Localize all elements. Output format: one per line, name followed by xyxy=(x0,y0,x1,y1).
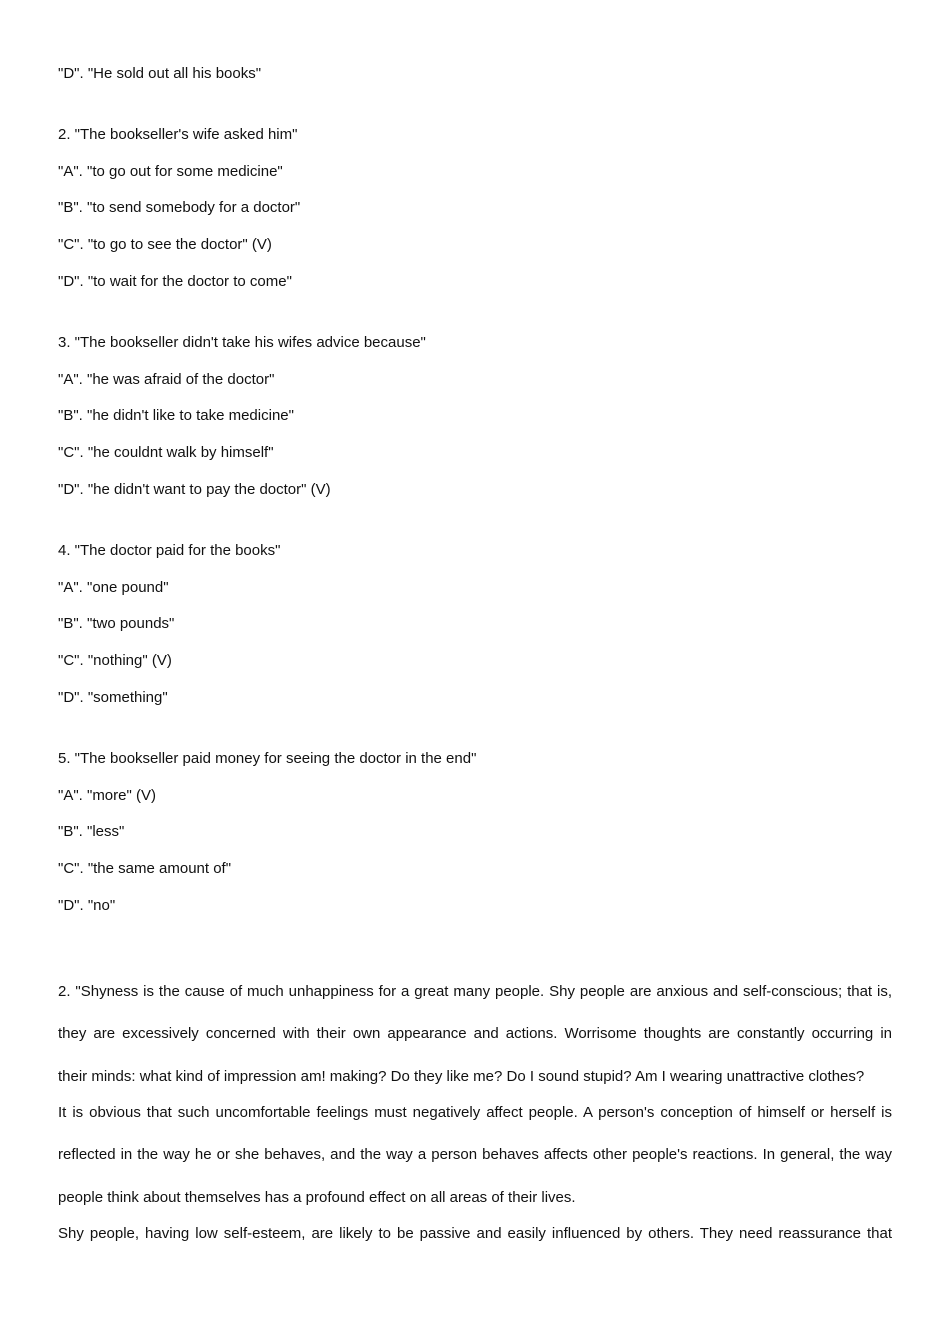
passage-line: It is obvious that such uncomfortable feelings must negatively affect people. A person's conception of himself or herself is xyxy=(58,1104,892,1121)
q3-option-c: "C". "he couldnt walk by himself" xyxy=(58,444,274,461)
passage-line: their minds: what kind of impression am! making? Do they like me? Do I sound stupid? Am I wearing unattractive clothes? xyxy=(58,1068,865,1085)
q3-option-a: "A". "he was afraid of the doctor" xyxy=(58,371,275,388)
q2-option-b: "B". "to send somebody for a doctor" xyxy=(58,199,301,216)
q4-option-d: "D". "something" xyxy=(58,689,168,706)
passage-line: Shy people, having low self-esteem, are likely to be passive and easily influenced by others. They need reassurance that xyxy=(58,1225,892,1242)
passage-line: people think about themselves has a profound effect on all areas of their lives. xyxy=(58,1189,576,1206)
q3-option-d: "D". "he didn't want to pay the doctor" (V) xyxy=(58,481,331,498)
q5-option-d: "D". "no" xyxy=(58,897,116,914)
q1-option-d: "D". "He sold out all his books" xyxy=(58,65,262,82)
q5-question: 5. "The bookseller paid money for seeing the doctor in the end" xyxy=(58,750,477,767)
q4-option-b: "B". "two pounds" xyxy=(58,615,175,632)
passage-line: 2. "Shyness is the cause of much unhappiness for a great many people. Shy people are anxious and self-conscious; that is, xyxy=(58,983,892,1000)
q2-option-d: "D". "to wait for the doctor to come" xyxy=(58,273,292,290)
q3-question: 3. "The bookseller didn't take his wifes advice because" xyxy=(58,334,426,351)
q2-option-a: "A". "to go out for some medicine" xyxy=(58,163,283,180)
q2-option-c: "C". "to go to see the doctor" (V) xyxy=(58,236,272,253)
q4-option-a: "A". "one pound" xyxy=(58,579,169,596)
passage-line: they are excessively concerned with their own appearance and actions. Worrisome thoughts are constantly occurring in xyxy=(58,1025,892,1042)
q5-option-b: "B". "less" xyxy=(58,823,125,840)
passage-line: reflected in the way he or she behaves, and the way a person behaves affects other people's reactions. In general, the way xyxy=(58,1146,892,1163)
q4-option-c: "C". "nothing" (V) xyxy=(58,652,172,669)
q5-option-c: "C". "the same amount of" xyxy=(58,860,232,877)
q5-option-a: "A". "more" (V) xyxy=(58,787,156,804)
q4-question: 4. "The doctor paid for the books" xyxy=(58,542,281,559)
q2-question: 2. "The bookseller's wife asked him" xyxy=(58,126,298,143)
q3-option-b: "B". "he didn't like to take medicine" xyxy=(58,407,294,424)
